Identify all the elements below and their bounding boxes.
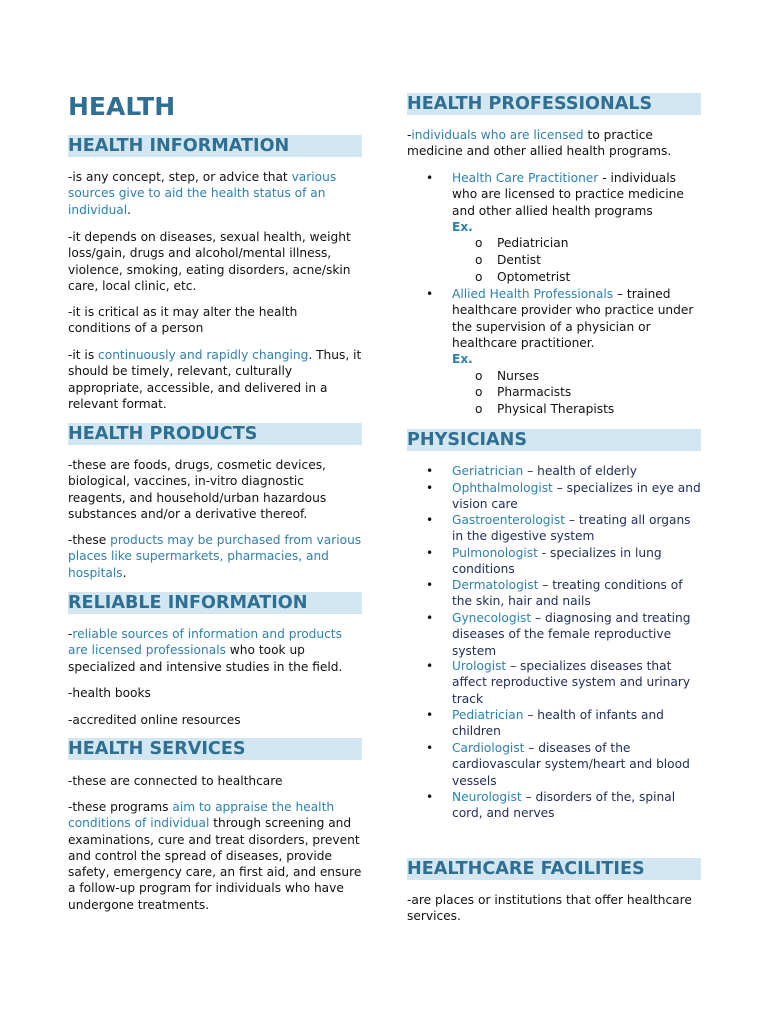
physician-description: – health of elderly [523, 464, 637, 478]
text: . [122, 565, 127, 580]
circle-bullet-icon: o [475, 253, 483, 267]
physician-item [426, 545, 702, 578]
sub-list-item [475, 368, 540, 384]
bullet-icon: • [426, 481, 434, 495]
health-professionals-heading: HEALTH PROFESSIONALS [407, 93, 701, 115]
physician-description: – treating all organs in the digestive system [452, 513, 691, 544]
physician-item [426, 658, 702, 707]
bullet-icon: • [426, 287, 434, 301]
health-professionals-intro [407, 127, 701, 160]
physician-description: – specializes in eye and vision care [452, 481, 701, 512]
physician-item [426, 512, 702, 545]
bullet-icon: • [426, 659, 434, 673]
healthcare-facilities-heading: HEALTHCARE FACILITIES [407, 858, 701, 880]
health-products-paragraph-1: -these are foods, drugs, cosmetic devices, biological, vaccines, in-vitro diagnostic reagents, and household/urban hazardous substances and/or a derivative thereof. [68, 458, 327, 521]
highlight-text: aim to appraise the health conditions of individual [68, 800, 335, 831]
reliable-information-paragraph-3: -accredited online resources [68, 713, 241, 727]
physician-description: – specializes diseases that affect reproductive system and urinary track [452, 659, 691, 706]
health-services-paragraph-2 [68, 799, 362, 913]
physician-item [426, 480, 702, 513]
circle-bullet-icon: o [475, 236, 483, 250]
text: through screening and examinations, cure and treat disorders, prevent and control the spread of diseases, provide safety, emergency care, an first aid, and ensure a follow-up program for individuals who have undergone treatments. [68, 816, 362, 912]
text: -is any concept, step, or advice that [68, 170, 292, 184]
sub-item-label: Pediatrician [497, 236, 569, 250]
reliable-information-paragraph-1 [68, 626, 362, 675]
example-label: Ex. [452, 220, 473, 234]
physician-description: – health of infants and children [452, 708, 664, 739]
sub-item-label: Physical Therapists [497, 402, 615, 416]
physician-name: Pulmonologist [452, 546, 538, 560]
physician-name: Dermatologist [452, 578, 539, 592]
health-services-heading: HEALTH SERVICES [68, 738, 362, 760]
text: . [127, 202, 132, 217]
physicians-heading: PHYSICIANS [407, 429, 701, 451]
bullet-icon: • [426, 611, 434, 625]
text: to practice medicine and other allied health programs. [407, 128, 672, 159]
physician-name: Urologist [452, 659, 507, 673]
text: -these [68, 533, 111, 547]
circle-bullet-icon: o [475, 369, 483, 383]
sub-item-label: Dentist [497, 253, 541, 267]
text: -it is [68, 348, 99, 362]
example-label: Ex. [452, 352, 473, 366]
physician-item [426, 463, 702, 479]
physician-item [426, 610, 702, 659]
highlight-text: reliable sources of information and products are licensed professionals [68, 627, 342, 658]
sub-list-item [475, 252, 541, 268]
highlight-text: products may be purchased from various places like supermarkets, pharmacies, and hospitals [68, 533, 362, 580]
physician-description: – disorders of the, spinal cord, and nerves [452, 790, 676, 821]
highlight-text: individuals who are licensed [411, 128, 584, 142]
health-information-paragraph-2: -it depends on diseases, sexual health, weight loss/gain, drugs and alcohol/mental illness, violence, smoking, eating disorders, acne/skin care, local clinic, etc. [68, 230, 351, 293]
circle-bullet-icon: o [475, 402, 483, 416]
document-title: HEALTH [68, 92, 176, 121]
sub-list-item [475, 235, 569, 251]
reliable-information-heading: RELIABLE INFORMATION [68, 592, 362, 614]
bullet-icon: • [426, 546, 434, 560]
sub-list-item [475, 269, 571, 285]
text: . Thus, it should be timely, relevant, culturally appropriate, accessible, and delivered in a relevant format. [68, 348, 362, 411]
physician-description: - specializes in lung conditions [452, 546, 662, 577]
health-products-heading: HEALTH PRODUCTS [68, 423, 362, 445]
bullet-icon: • [426, 578, 434, 592]
physician-item [426, 789, 702, 822]
list-item-health-care-practitioner [426, 170, 702, 219]
physician-description: – diagnosing and treating diseases of the female reproductive system [452, 611, 691, 658]
bullet-icon: • [426, 741, 434, 755]
sub-list-item [475, 401, 615, 417]
highlight-text: continuously and rapidly changing [98, 348, 309, 362]
sub-item-label: Pharmacists [497, 385, 572, 399]
physician-name: Gynecologist [452, 611, 532, 625]
bullet-icon: • [426, 464, 434, 478]
physician-name: Pediatrician [452, 708, 524, 722]
term: Allied Health Professionals [452, 287, 614, 301]
bullet-icon: • [426, 171, 434, 185]
healthcare-facilities-paragraph-1: -are places or institutions that offer healthcare services. [407, 893, 692, 924]
physician-item [426, 740, 702, 789]
text: -these programs [68, 800, 173, 814]
text: - [407, 128, 412, 142]
sub-item-label: Optometrist [497, 270, 571, 284]
health-services-paragraph-1: -these are connected to healthcare [68, 774, 283, 788]
physician-item [426, 577, 702, 610]
physician-name: Geriatrician [452, 464, 524, 478]
highlight-text: various sources give to aid the health status of an individual [68, 170, 337, 217]
physician-description: – treating conditions of the skin, hair and nails [452, 578, 683, 609]
text: - [68, 627, 73, 641]
bullet-icon: • [426, 708, 434, 722]
term: Health Care Practitioner [452, 171, 599, 185]
circle-bullet-icon: o [475, 270, 483, 284]
health-information-heading: HEALTH INFORMATION [68, 135, 362, 157]
sub-list-item [475, 384, 572, 400]
circle-bullet-icon: o [475, 385, 483, 399]
physician-item [426, 707, 702, 740]
physician-name: Gastroenterologist [452, 513, 566, 527]
physician-name: Cardiologist [452, 741, 525, 755]
list-item-allied-health-professionals [426, 286, 702, 351]
physician-description: – diseases of the cardiovascular system/heart and blood vessels [452, 741, 690, 788]
bullet-icon: • [426, 513, 434, 527]
health-information-paragraph-4 [68, 347, 362, 412]
text: who took up specialized and intensive studies in the field. [68, 643, 343, 674]
definition: – trained healthcare provider who practice under the supervision of a physician or healthcare practitioner. [452, 287, 694, 350]
health-information-paragraph-1 [68, 169, 362, 218]
reliable-information-paragraph-2: -health books [68, 686, 151, 700]
health-information-paragraph-3: -it is critical as it may alter the health conditions of a person [68, 305, 298, 336]
bullet-icon: • [426, 790, 434, 804]
health-products-paragraph-2 [68, 532, 362, 581]
sub-item-label: Nurses [497, 369, 540, 383]
physician-name: Neurologist [452, 790, 522, 804]
definition: - individuals who are licensed to practice medicine and other allied health programs [452, 171, 684, 218]
physician-name: Ophthalmologist [452, 481, 553, 495]
